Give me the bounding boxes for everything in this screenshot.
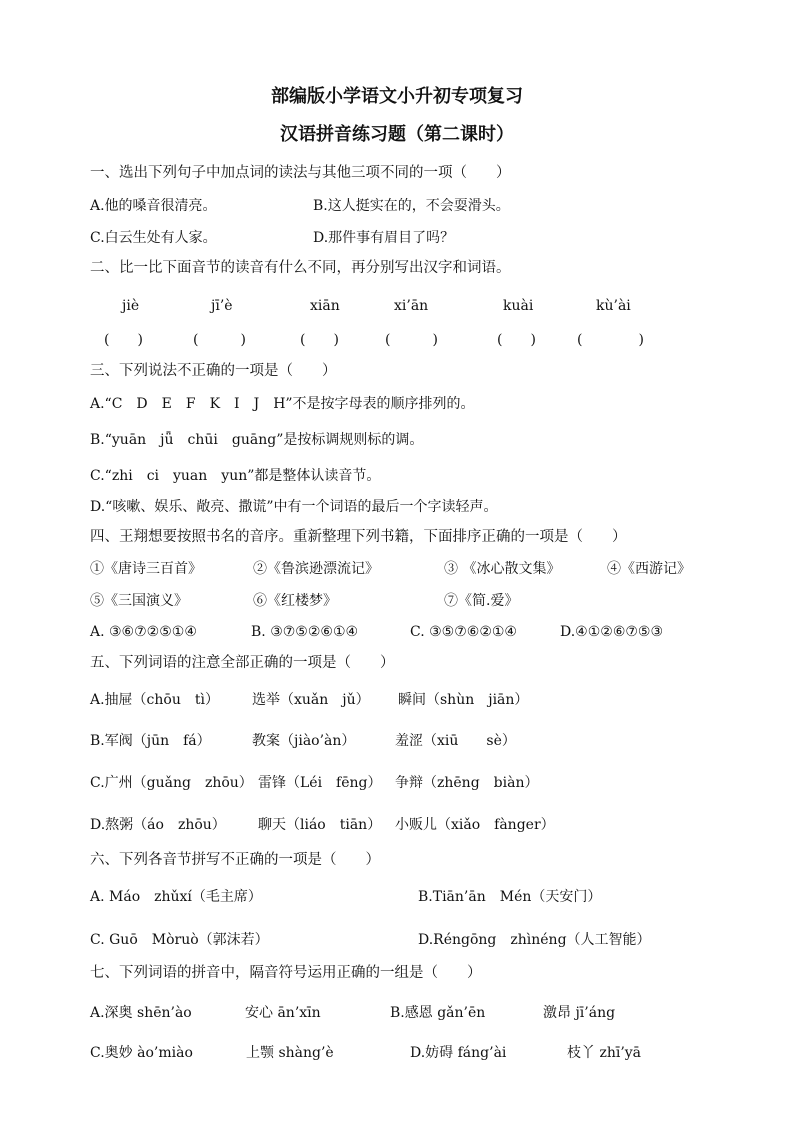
word-item: 枝丫 zhī’yā — [567, 1045, 642, 1061]
word-item: 激昂 jī’áng — [543, 1005, 616, 1021]
document-subtitle: 汉语拼音练习题（第二课时） — [280, 124, 514, 145]
question-3-option-c: C.“zhi ci yuan yun”都是整体认读音节。 — [90, 468, 381, 484]
pinyin-item: jiè — [122, 298, 140, 314]
document-title: 部编版小学语文小升初专项复习 — [271, 86, 523, 107]
question-4-option-c: C. ③⑤⑦⑥②①④ — [410, 624, 517, 640]
book-item: ②《鲁滨逊漂流记》 — [253, 561, 379, 577]
question-1-option-c: C.白云生处有人家。 — [90, 230, 217, 246]
pinyin-item: xiān — [310, 298, 340, 314]
answer-blank[interactable]: ( ) — [497, 332, 536, 348]
word-item: B.军阀（jūn fá） — [90, 733, 211, 749]
question-6-stem: 六、下列各音节拼写不正确的一项是（ ） — [90, 852, 380, 868]
question-6-option-c: C. Guō Mòruò（郭沫若） — [90, 932, 269, 948]
book-item: ①《唐诗三百首》 — [90, 561, 202, 577]
pinyin-item: kù’ài — [596, 298, 631, 314]
answer-blank[interactable]: ( ) — [193, 332, 246, 348]
question-3-option-b: B.“yuān jǖ chūi guāng”是按标调规则标的调。 — [90, 432, 424, 448]
word-item: 小贩儿（xiǎo fànger） — [395, 817, 555, 833]
pinyin-item: kuài — [503, 298, 534, 314]
question-6-option-a: A. Máo zhǔxí（毛主席） — [90, 889, 262, 905]
word-item: C.广州（guǎng zhōu） — [90, 775, 253, 791]
book-item: ⑤《三国演义》 — [90, 593, 188, 609]
word-item: 安心 ān’xīn — [245, 1005, 321, 1021]
pinyin-item: jī’è — [211, 298, 233, 314]
book-item: ③ 《冰心散文集》 — [444, 561, 561, 577]
question-6-option-d: D.Réngōng zhìnéng（人工智能） — [418, 932, 651, 948]
question-4-option-b: B. ③⑦⑤②⑥①④ — [251, 624, 359, 640]
word-item: A.抽屉（chōu tì） — [90, 692, 219, 708]
question-6-option-b: B.Tiān’ān Mén（天安门） — [418, 889, 602, 905]
question-4-option-a: A. ③⑥⑦②⑤①④ — [90, 624, 197, 640]
question-1-option-b: B.这人挺实在的，不会耍滑头。 — [313, 198, 510, 214]
question-3-option-a: A.“C D E F K I J H”不是按字母表的顺序排列的。 — [90, 396, 475, 412]
answer-blank[interactable]: ( ) — [104, 332, 143, 348]
answer-blank[interactable]: ( ) — [300, 332, 339, 348]
pinyin-item: xi’ān — [394, 298, 429, 314]
word-item: D.妨碍 fáng’ài — [410, 1045, 507, 1061]
book-item: ⑥《红楼梦》 — [253, 593, 337, 609]
word-item: 选举（xuǎn jǔ） — [252, 692, 370, 708]
question-3-stem: 三、下列说法不正确的一项是（ ） — [90, 363, 337, 379]
question-7-stem: 七、下列词语的拼音中，隔音符号运用正确的一组是（ ） — [90, 965, 482, 981]
answer-blank[interactable]: ( ) — [577, 332, 644, 348]
answer-blank[interactable]: ( ) — [385, 332, 438, 348]
question-3-option-d: D.“咳嗽、娱乐、敞亮、撒谎”中有一个词语的最后一个字读轻声。 — [90, 499, 498, 515]
question-5-stem: 五、下列词语的注意全部正确的一项是（ ） — [90, 655, 395, 671]
word-item: B.感恩 gǎn’ēn — [390, 1005, 486, 1021]
word-item: 羞涩（xiū sè） — [395, 733, 516, 749]
word-item: 争辩（zhēng biàn） — [395, 775, 539, 791]
word-item: 上颚 shàng’è — [246, 1045, 334, 1061]
question-1-option-d: D.那件事有眉目了吗？ — [313, 230, 455, 246]
question-4-option-d: D.④①②⑥⑦⑤③ — [560, 624, 664, 640]
word-item: 雷锋（Léi fēng） — [258, 775, 382, 791]
book-item: ⑦《简.爱》 — [444, 593, 519, 609]
book-item: ④《西游记》 — [607, 561, 691, 577]
word-item: 聊天（liáo tiān） — [258, 817, 382, 833]
word-item: 瞬间（shùn jiān） — [398, 692, 529, 708]
question-2-stem: 二、比一比下面音节的读音有什么不同，再分别写出汉字和词语。 — [90, 260, 511, 276]
question-1-option-a: A.他的嗓音很清亮。 — [90, 198, 217, 214]
question-4-stem: 四、王翔想要按照书名的音序。重新整理下列书籍，下面排序正确的一项是（ ） — [90, 529, 627, 545]
word-item: D.熬粥（áo zhōu） — [90, 817, 226, 833]
question-1-stem: 一、选出下列句子中加点词的读法与其他三项不同的一项（ ） — [90, 165, 511, 181]
word-item: 教案（jiào’àn） — [252, 733, 356, 749]
word-item: A.深奥 shēn’ào — [90, 1005, 192, 1021]
word-item: C.奥妙 ào’miào — [90, 1045, 193, 1061]
